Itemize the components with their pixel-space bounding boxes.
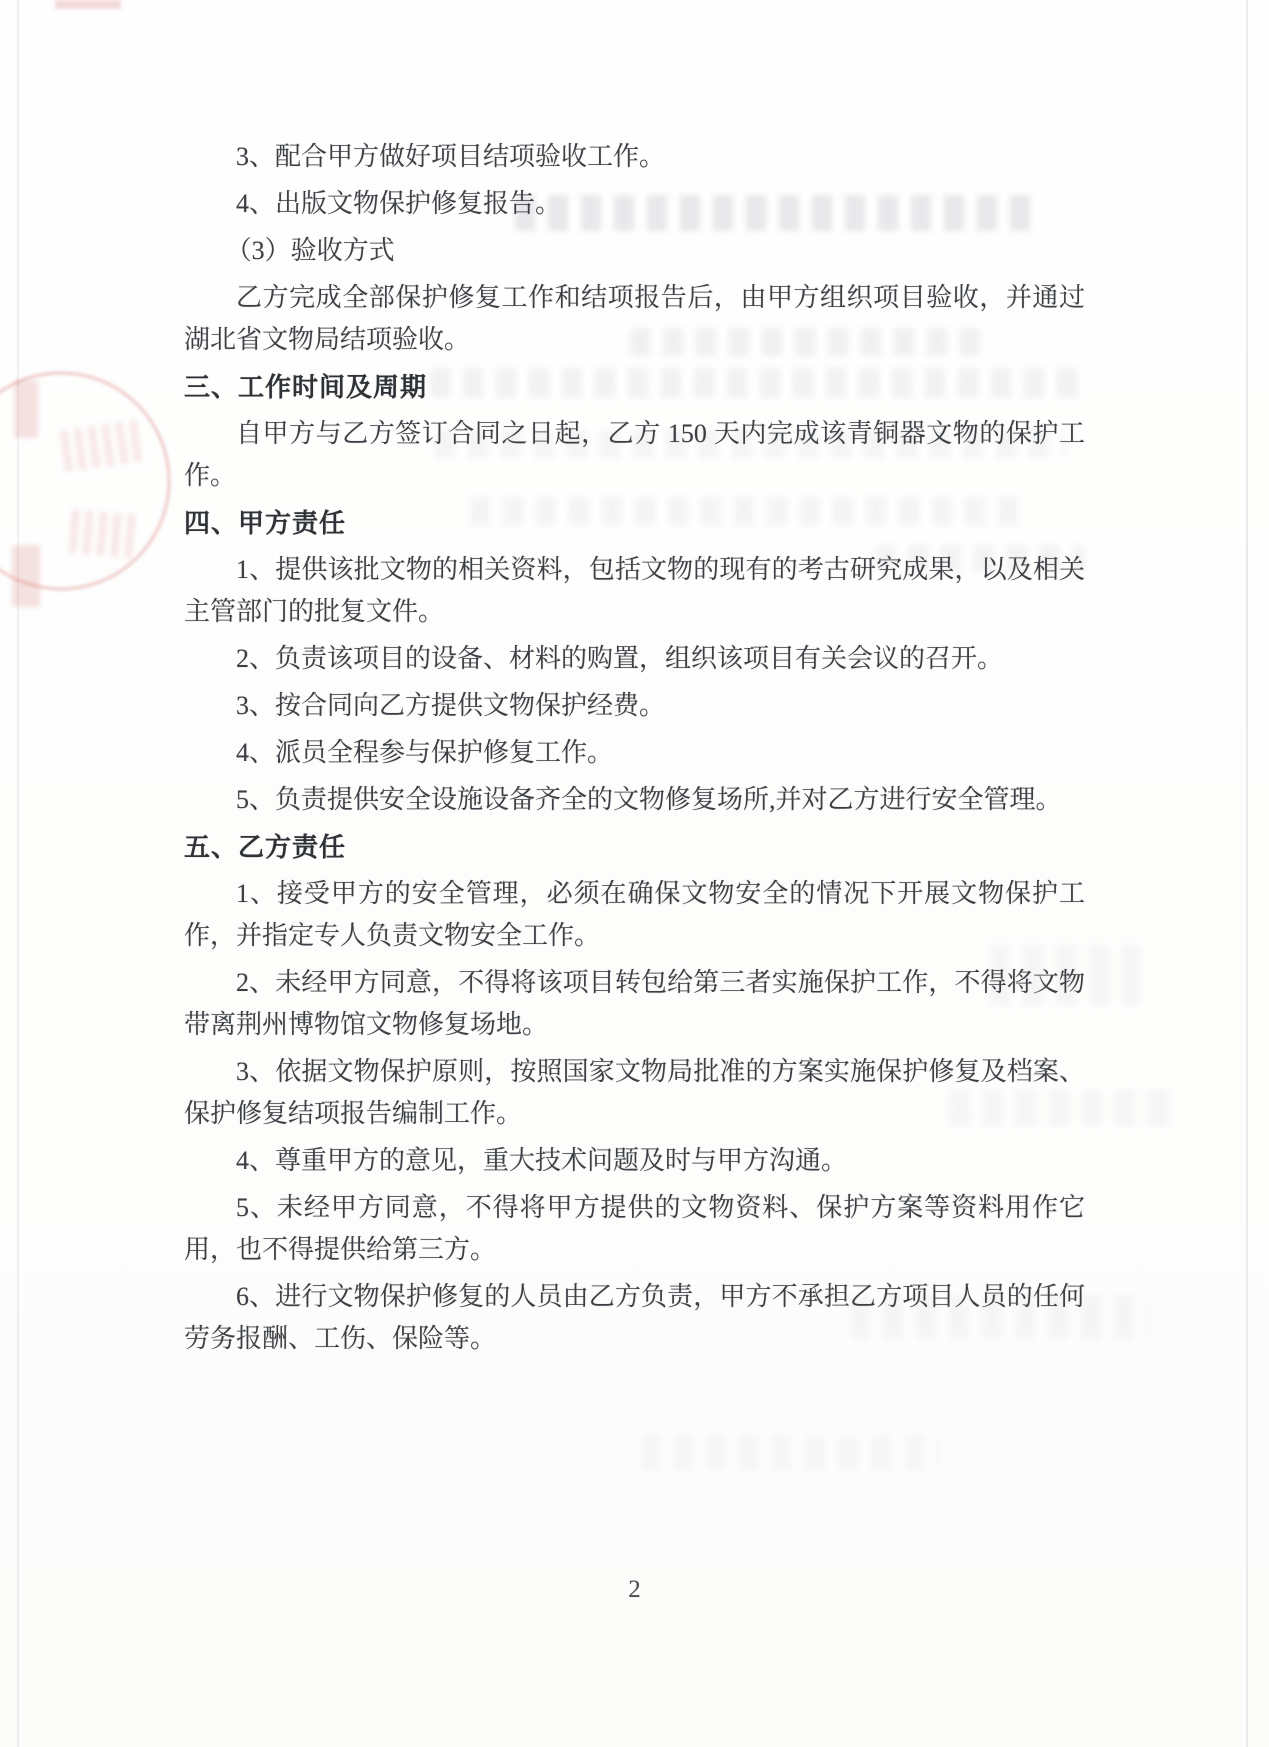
red-seal-ring	[0, 371, 171, 591]
section-heading: 五、乙方责任	[184, 832, 347, 862]
red-seal-partial	[0, 340, 200, 670]
body-paragraph: 4、出版文物保护修复报告。	[236, 189, 562, 218]
body-paragraph: 5、未经甲方同意，不得将甲方提供的文物资料、保护方案等资料用作它用，也不得提供给第三方。	[184, 1193, 1085, 1264]
contract-body	[184, 136, 1085, 1365]
page-number: 2	[628, 1576, 641, 1603]
red-seal-smudge	[55, 0, 121, 9]
scan-edge-line-left	[17, 0, 19, 1747]
body-paragraph: 1、提供该批文物的相关资料，包括文物的现有的考古研究成果，以及相关主管部门的批复文件。	[184, 555, 1085, 626]
section-heading: 四、甲方责任	[184, 508, 347, 538]
body-paragraph: 1、接受甲方的安全管理，必须在确保文物安全的情况下开展文物保护工作，并指定专人负责文物安全工作。	[184, 879, 1085, 950]
body-paragraph: 自甲方与乙方签订合同之日起，乙方 150 天内完成该青铜器文物的保护工作。	[184, 419, 1085, 490]
body-paragraph: 2、负责该项目的设备、材料的购置，组织该项目有关会议的召开。	[236, 644, 1004, 673]
bleedthrough-artifact	[640, 1435, 940, 1471]
body-paragraph: 6、进行文物保护修复的人员由乙方负责，甲方不承担乙方项目人员的任何劳务报酬、工伤、保险等。	[184, 1282, 1085, 1353]
body-paragraph: 5、负责提供安全设施设备齐全的文物修复场所,并对乙方进行安全管理。	[236, 785, 1062, 814]
body-paragraph: 3、依据文物保护原则，按照国家文物局批准的方案实施保护修复及档案、保护修复结项报告编制工作。	[184, 1057, 1085, 1128]
body-paragraph: 4、尊重甲方的意见，重大技术问题及时与甲方沟通。	[236, 1146, 848, 1175]
section-heading: 三、工作时间及周期	[184, 372, 428, 402]
body-paragraph: 4、派员全程参与保护修复工作。	[236, 738, 614, 767]
body-paragraph: 2、未经甲方同意，不得将该项目转包给第三者实施保护工作，不得将文物带离荆州博物馆文物修复场地。	[184, 968, 1085, 1039]
body-paragraph: 乙方完成全部保护修复工作和结项报告后，由甲方组织项目验收，并通过湖北省文物局结项验收。	[184, 283, 1085, 354]
red-seal-characters	[68, 509, 138, 559]
red-seal-characters	[59, 420, 144, 473]
body-paragraph: （3）验收方式	[225, 236, 395, 265]
body-paragraph: 3、按合同向乙方提供文物保护经费。	[236, 691, 666, 720]
scan-edge-line-right	[1246, 0, 1248, 1747]
body-paragraph: 3、配合甲方做好项目结项验收工作。	[236, 142, 666, 171]
